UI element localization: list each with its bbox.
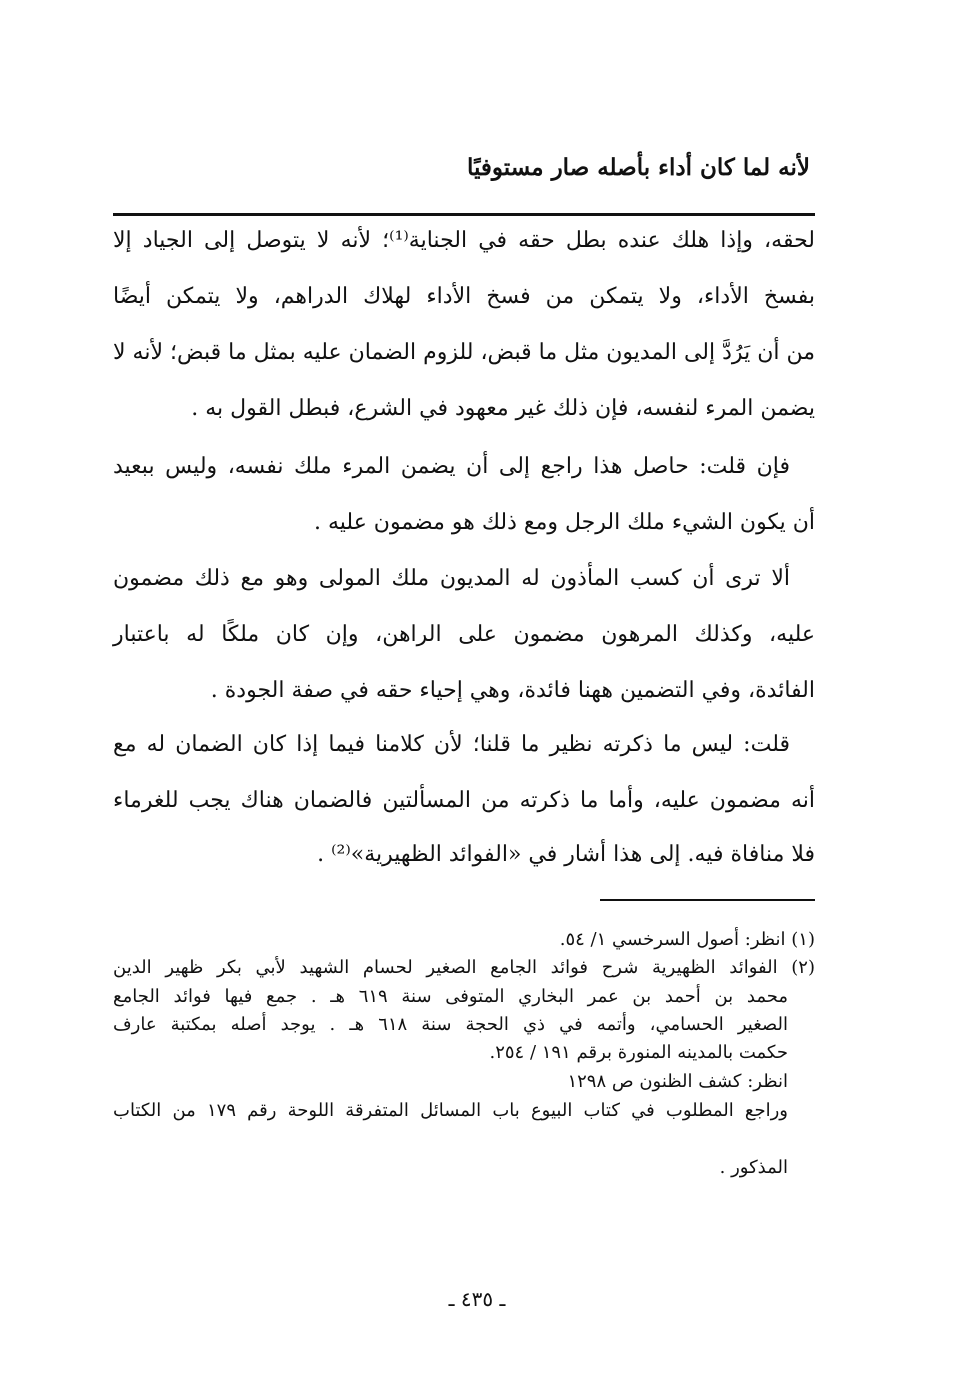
body-line: فإن قلت: حاصل هذا راجع إلى أن يضمن المرء ملك نفسه، وليس ببعيد bbox=[113, 454, 790, 479]
running-header: لأنه لما كان أداء بأصله صار مستوفيًا bbox=[466, 154, 810, 181]
footnote-2-line: حكمت بالمدينه المنورة برقم ١٩١ / ٢٥٤. bbox=[489, 1042, 788, 1063]
body-line: من أن يَرُدَّ إلى المديون مثل ما قبض، للزوم الضمان عليه بمثل ما قبض؛ لأنه لا bbox=[113, 340, 815, 365]
body-line: يضمن المرء لنفسه، فإن ذلك غير معهود في الشرع، فبطل القول به . bbox=[191, 396, 815, 421]
body-line: أن يكون الشيء ملك الرجل ومع ذلك هو مضمون عليه . bbox=[313, 510, 815, 535]
page-number: ـ ٤٣٥ ـ bbox=[448, 1287, 506, 1311]
body-line: لحقه، وإذا هلك عنده بطل حقه في الجناية⁽¹⁾؛ لأنه لا يتوصل إلى الجياد إلا bbox=[113, 228, 815, 253]
footnote-2-line: (٢) الفوائد الظهيرية شرح فوائد الجامع الصغير لحسام الشهيد لأبي بكر ظهير الدين bbox=[113, 957, 815, 978]
header-rule bbox=[113, 213, 815, 216]
footnote-2-line: وراجع المطلوب في كتاب البيوع باب المسائل المتفرقة اللوحة رقم ١٧٩ من الكتاب bbox=[113, 1100, 789, 1121]
body-line: أنه مضمون عليه، وأما ما ذكرته من المسألتين فالضمان هناك يجب للغرماء bbox=[113, 788, 815, 813]
footnote-2-line: انظر: كشف الظنون ص ١٢٩٨ bbox=[567, 1071, 788, 1092]
footnote-rule bbox=[600, 899, 815, 901]
footnote-1: (١) انظر: أصول السرخسي ١/ ٥٤. bbox=[559, 929, 815, 950]
body-line: عليه، وكذلك المرهون مضمون على الراهن، وإن كان ملكًا له باعتبار bbox=[113, 622, 815, 647]
footnote-2-line: محمد بن أحمد بن عمر البخاري المتوفى سنة ٦١٩ هـ . جمع فيها فوائد الجامع bbox=[113, 986, 788, 1007]
body-line: بفسخ الأداء، ولا يتمكن من فسخ الأداء لهلاك الدراهم، ولا يتمكن أيضًا bbox=[113, 284, 815, 309]
body-line: الفائدة، وفي التضمين ههنا فائدة، وهي إحياء حقه في صفة الجودة . bbox=[210, 678, 815, 703]
body-line: قلت: ليس ما ذكرته نظير ما قلنا؛ لأن كلامنا فيما إذا كان الضمان له مع bbox=[113, 732, 790, 757]
body-line: فلا منافاة فيه. إلى هذا أشار في «الفوائد الظهيرية»⁽²⁾ . bbox=[317, 842, 815, 867]
body-line: ألا ترى أن كسب المأذون له المديون ملك المولى وهو مع ذلك مضمون bbox=[113, 566, 790, 591]
footnote-2-line: الصغير الحسامي، وأتمه في ذي الحجة سنة ٦١٨ هـ . يوجد أصله بمكتبة عارف bbox=[113, 1014, 788, 1035]
footnote-2-line: المذكور . bbox=[719, 1157, 788, 1178]
